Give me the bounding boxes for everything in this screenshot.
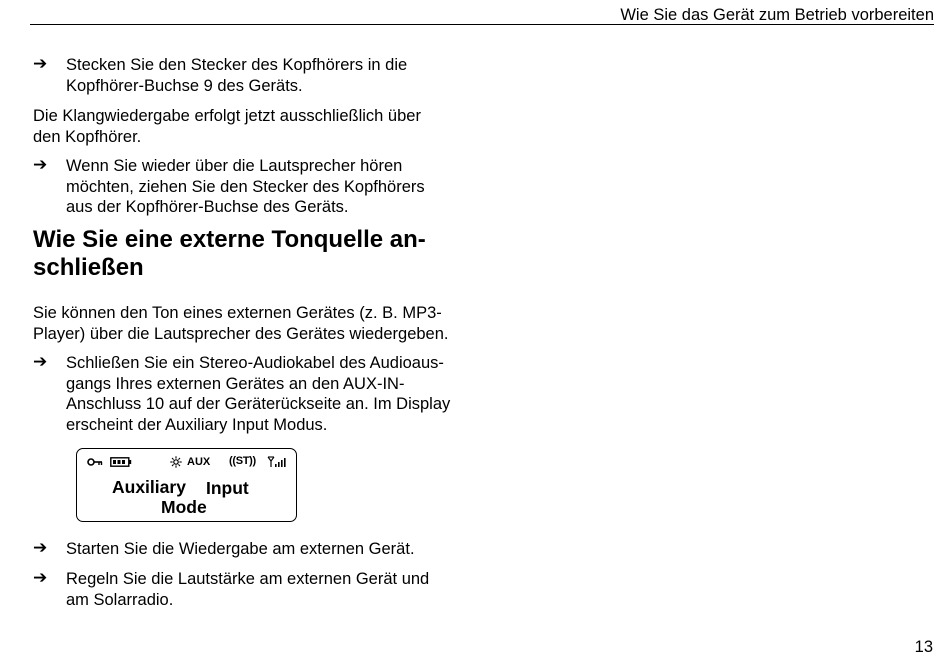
text-line: Anschluss 10 auf der Geräterückseite an. Im Display <box>66 395 451 413</box>
display-text-mode: Mode <box>161 497 207 517</box>
text-line: am Solarradio. <box>66 590 174 609</box>
text-line: Kopfhörer-Buchse 9 des Geräts. <box>66 76 303 95</box>
list-item-text <box>66 156 476 218</box>
list-item-text <box>66 353 476 435</box>
signal-strength-icon <box>267 456 289 468</box>
battery-icon <box>110 457 132 467</box>
text-line: Stecken Sie den Stecker des Kopfhörers in die <box>66 56 408 74</box>
text-line: Starten Sie die Wiedergabe am externen Gerät. <box>66 540 415 558</box>
display-status-row <box>77 455 296 471</box>
aux-indicator: AUX <box>187 456 211 468</box>
display-text-auxiliary: Auxiliary <box>112 477 186 497</box>
sun-icon <box>170 456 182 468</box>
heading-line: Wie Sie eine externe Tonquelle an- <box>33 226 426 253</box>
running-header: Wie Sie das Gerät zum Betrieb vorbereiten <box>620 6 934 24</box>
text-line: Sie können den Ton eines externen Gerätes (z. B. MP3- <box>33 304 442 322</box>
arrow-bullet-icon: ➔ <box>33 54 48 74</box>
list-item-text <box>66 569 476 610</box>
list-item-text <box>66 539 476 560</box>
arrow-bullet-icon: ➔ <box>33 352 48 372</box>
list-item-text <box>66 55 476 96</box>
heading-line: schließen <box>33 254 144 281</box>
section-heading <box>33 226 473 282</box>
text-line: aus der Kopfhörer-Buchse des Geräts. <box>66 198 349 216</box>
text-line: Schließen Sie ein Stereo-Audiokabel des Audioaus- <box>66 354 444 372</box>
arrow-bullet-icon: ➔ <box>33 538 48 558</box>
stereo-indicator: ((ST)) <box>229 455 256 467</box>
text-line: Regeln Sie die Lautstärke am externen Gerät und <box>66 570 430 588</box>
text-line: erscheint der Auxiliary Input Modus. <box>66 415 328 434</box>
text-line: gangs Ihres externen Gerätes an den AUX-IN- <box>66 374 405 393</box>
text-line: möchten, ziehen Sie den Stecker des Kopfhörers <box>66 177 425 196</box>
text-line: Player) über die Lautsprecher des Gerätes wiedergeben. <box>33 324 449 343</box>
header-rule <box>30 24 934 25</box>
arrow-bullet-icon: ➔ <box>33 155 48 175</box>
text-line: Wenn Sie wieder über die Lautsprecher hören <box>66 157 403 175</box>
key-icon <box>87 457 103 467</box>
page-number: 13 <box>914 638 933 656</box>
display-text-input: Input <box>206 478 249 498</box>
paragraph <box>33 106 473 147</box>
radio-display <box>76 448 297 522</box>
paragraph <box>33 303 473 344</box>
arrow-bullet-icon: ➔ <box>33 568 48 588</box>
text-line: Die Klangwiedergabe erfolgt jetzt ausschließlich über <box>33 107 421 125</box>
text-line: den Kopfhörer. <box>33 127 142 146</box>
